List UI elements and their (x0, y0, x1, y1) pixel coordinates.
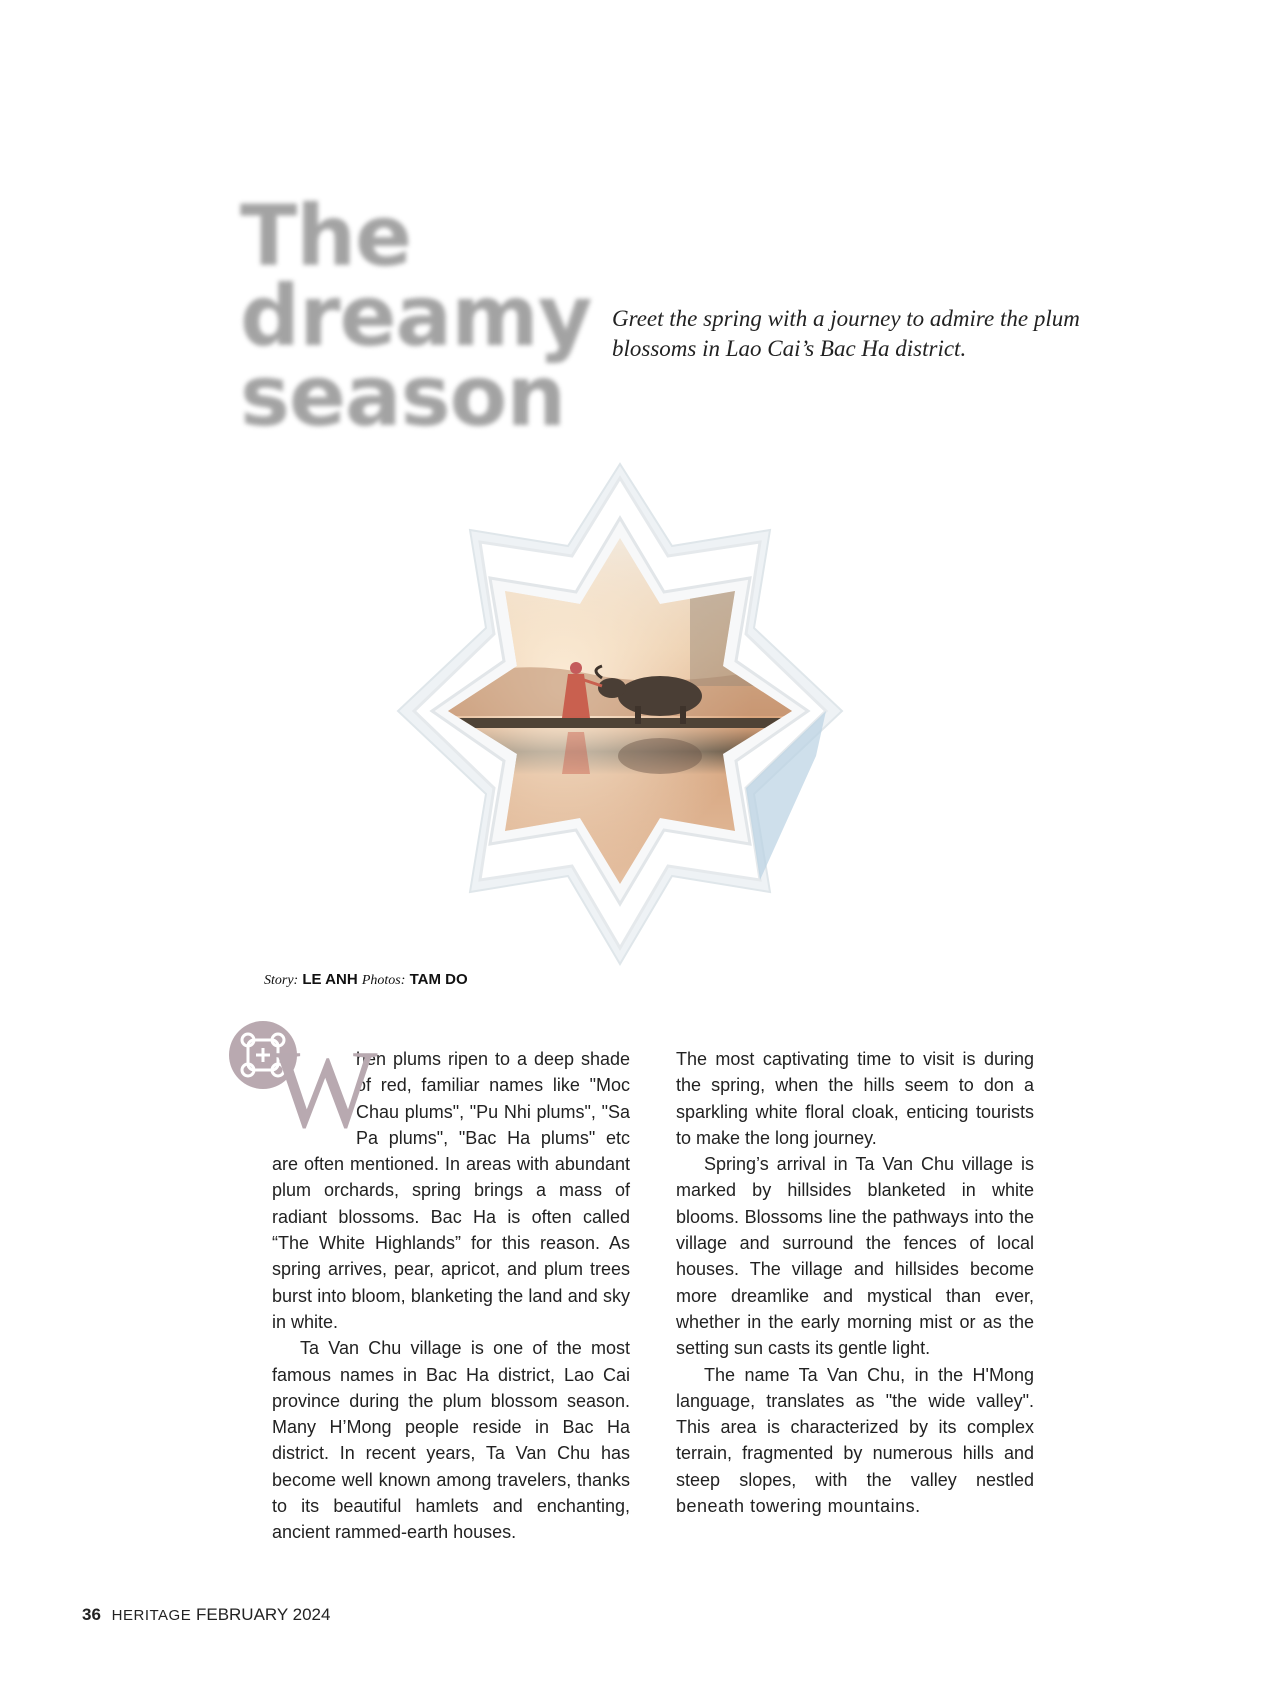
article-subtitle: Greet the spring with a journey to admire the plum blossoms in Lao Cai’s Bac Ha district. (612, 306, 1080, 361)
title-line-1: The (240, 187, 412, 285)
byline (264, 971, 468, 989)
issue-date: FEBRUARY 2024 (195, 1605, 331, 1624)
title-line-2: dreamy (240, 267, 592, 365)
photos-label: Photos: (361, 973, 406, 988)
paragraph: hen plums ripen to a deep shade of red, familiar names like "Moc Chau plums", "Pu Nhi plums", "Sa Pa plums", "Bac Ha plums" etc are often mentioned. In areas with abundant plum orchards, spring brings a mass of radiant blossoms. Bac Ha is often called “The White Highlands” for this reason. As spring arrives, pear, apricot, and plum trees burst into bloom, blanketing the land and sky in white. (272, 1049, 630, 1332)
body-column-right (676, 1046, 1034, 1519)
story-author: LE ANH (302, 971, 358, 988)
page-footer (82, 1605, 330, 1625)
photos-author: TAM DO (409, 971, 468, 988)
body-column-left (272, 1028, 630, 1546)
star-framed-photo (390, 456, 850, 976)
paragraph (676, 1362, 1034, 1520)
paragraph-text: The name Ta Van Chu, in the H'Mong language, translates as "the wide valley". This area is characterized by its complex terrain, fragmented by numerous hills and steep slopes, with the valley nestled (676, 1364, 1034, 1490)
article-title (240, 187, 620, 445)
drop-cap: W (272, 1028, 378, 1152)
magazine-name: HERITAGE (111, 1607, 192, 1624)
paragraph-text-end: beneath towering mountains. (676, 1496, 921, 1517)
paragraph: Spring’s arrival in Ta Van Chu village is marked by hillsides blanketed in white blooms. Blossoms line the pathways into the village and surround the fences of local houses. The village and hillsides become more dreamlike and mystical than ever, whether in the early morning mist or as the setting sun casts its gentle light. (676, 1154, 1034, 1359)
title-line-3: season (240, 347, 566, 445)
star-frame-graphic (390, 456, 850, 976)
page-number: 36 (82, 1605, 101, 1624)
paragraph: The most captivating time to visit is during the spring, when the hills seem to don a sparkling white floral cloak, enticing tourists to make the long journey. (676, 1049, 1034, 1148)
paragraph: Ta Van Chu village is one of the most famous names in Bac Ha district, Lao Cai province during the plum blossom season. Many H’Mong people reside in Bac Ha district. In recent years, Ta Van Chu has become well known among travelers, thanks to its beautiful hamlets and enchanting, ancient rammed-earth houses. (272, 1338, 630, 1543)
story-label: Story: (264, 973, 299, 988)
